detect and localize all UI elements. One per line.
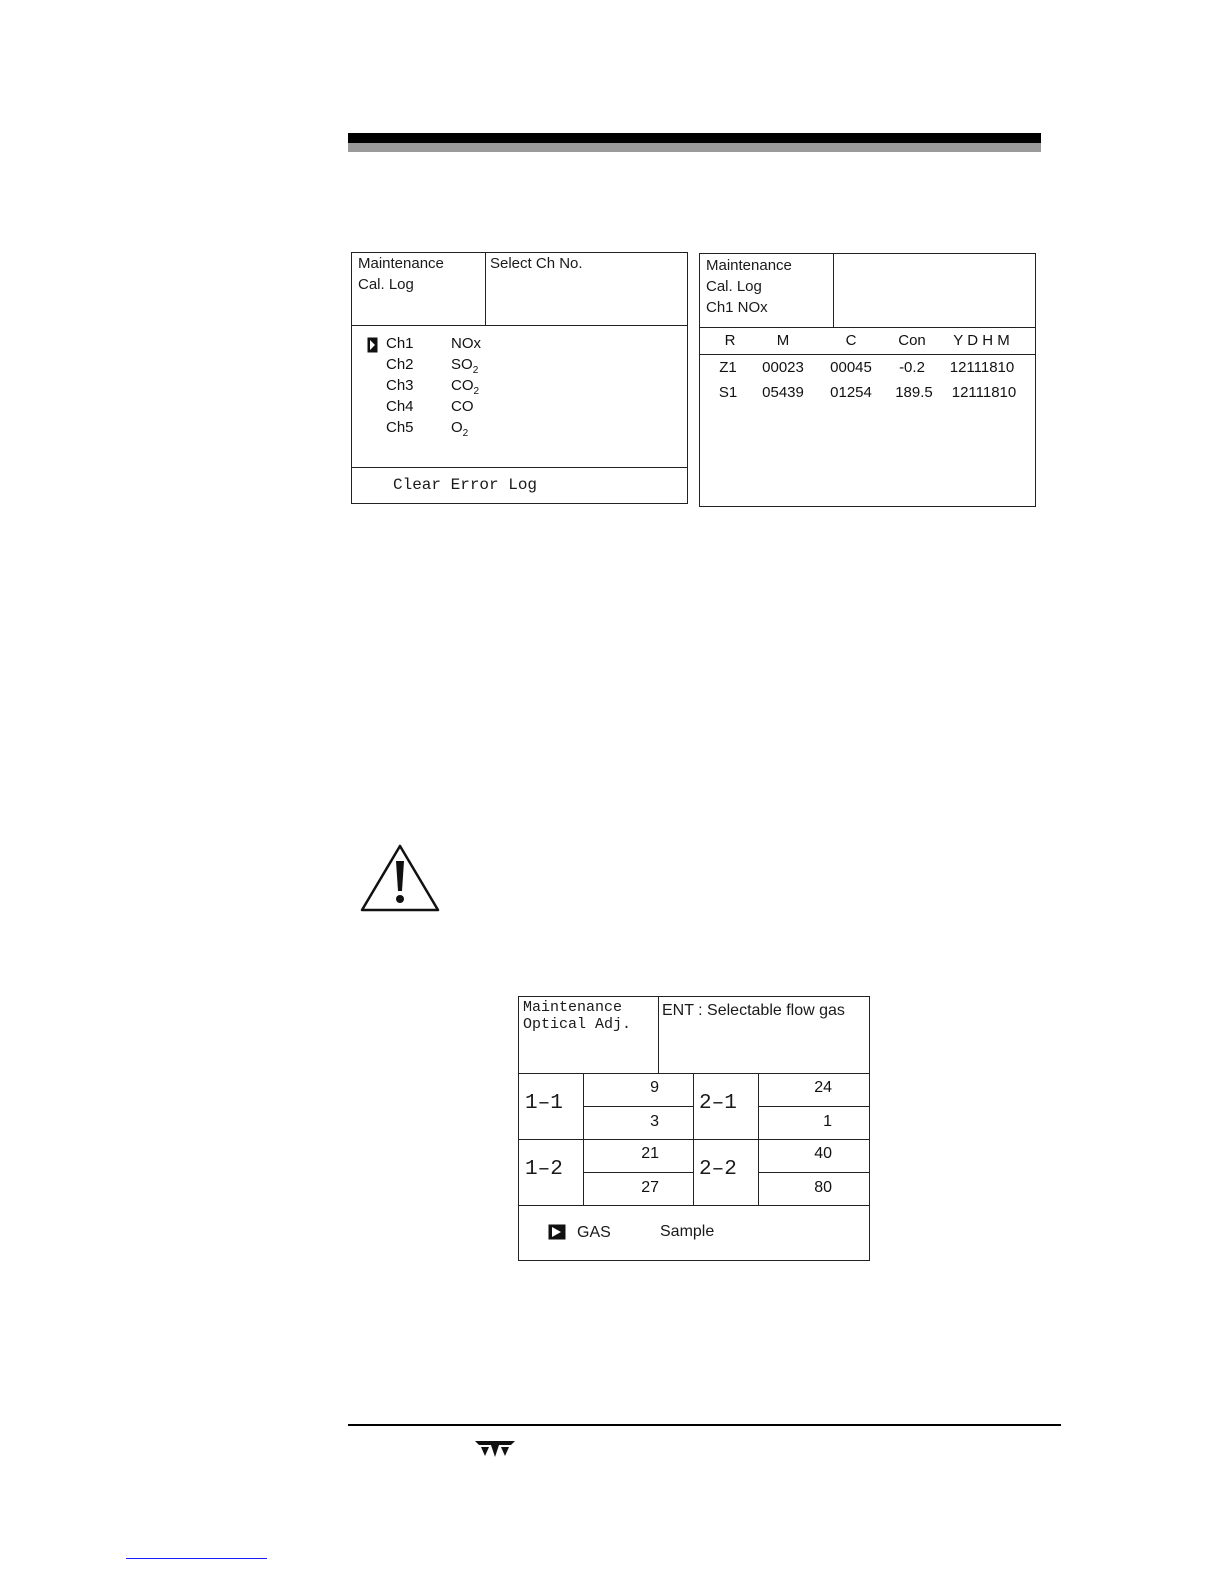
gas-label[interactable]: GAS — [577, 1224, 611, 1241]
channel-number: Ch5 — [386, 419, 414, 436]
screen-title-line-1: Maintenance — [706, 257, 792, 274]
screen-prompt: ENT : Selectable flow gas — [662, 1002, 845, 1019]
optical-group-label: 2‒1 — [699, 1092, 737, 1115]
grid-line — [758, 1106, 869, 1107]
screen-title-line-2: Cal. Log — [358, 276, 414, 293]
log-cell: -0.2 — [899, 359, 925, 376]
log-cell: 00023 — [762, 359, 804, 376]
gas-value: Sample — [660, 1223, 715, 1240]
footer-separator — [352, 467, 687, 468]
title-divider — [485, 253, 486, 325]
channel-row[interactable] — [386, 356, 479, 376]
optical-value-top: 9 — [650, 1079, 659, 1096]
column-header-separator — [700, 354, 1035, 355]
channel-gas: NOx — [451, 335, 481, 352]
channel-gas: $CO_2$ — [451, 377, 480, 397]
channel-row[interactable] — [386, 335, 481, 352]
footer-rule — [348, 1424, 1061, 1426]
log-header-row — [700, 332, 1035, 349]
screen-title-line-2: Cal. Log — [706, 278, 762, 295]
selection-pointer-icon — [367, 337, 378, 353]
teledyne-logo-icon — [473, 1439, 517, 1459]
log-cell: 189.5 — [895, 384, 933, 401]
screen-prompt: Select Ch No. — [490, 255, 583, 272]
optical-group-label: 1‒2 — [525, 1158, 563, 1181]
header-rule-shadow — [348, 143, 1041, 152]
log-cell: 01254 — [830, 384, 872, 401]
warning-triangle-icon — [359, 843, 441, 913]
channel-gas: $SO_2$ — [451, 356, 479, 376]
channel-number: Ch3 — [386, 377, 414, 394]
header-separator — [352, 325, 687, 326]
screen-title-line-2: Optical Adj. — [523, 1016, 632, 1033]
selection-pointer-icon — [548, 1224, 566, 1240]
log-cell: Z1 — [719, 359, 737, 376]
grid-line — [583, 1172, 693, 1173]
channel-gas: CO — [451, 398, 474, 415]
log-cell: S1 — [718, 384, 738, 401]
title-divider — [658, 997, 659, 1073]
optical-value-bottom: 1 — [823, 1113, 832, 1130]
channel-number: Ch4 — [386, 398, 414, 415]
log-cell: 12111810 — [951, 384, 1017, 401]
header-separator — [519, 1073, 869, 1074]
log-header: Y D H M — [953, 332, 1010, 349]
optical-value-bottom: 27 — [641, 1179, 659, 1196]
channel-row[interactable] — [386, 377, 480, 397]
grid-line — [519, 1139, 869, 1140]
header-rule — [348, 133, 1041, 143]
log-row — [700, 384, 1032, 401]
optical-value-top: 40 — [814, 1145, 832, 1162]
screen-title-line-1: Maintenance — [523, 999, 623, 1016]
header-separator — [700, 327, 1035, 328]
clear-error-log-option[interactable]: Clear Error Log — [393, 476, 538, 494]
optical-adjust-screen — [518, 996, 870, 1261]
log-row — [700, 359, 1032, 376]
channel-number: Ch1 — [386, 335, 414, 352]
optical-group-label: 2‒2 — [699, 1158, 737, 1181]
log-header: M — [776, 332, 790, 349]
optical-group-label: 1‒1 — [525, 1092, 563, 1115]
grid-line — [758, 1172, 869, 1173]
grid-line — [583, 1106, 693, 1107]
optical-value-top: 21 — [641, 1145, 659, 1162]
optical-value-bottom: 3 — [650, 1113, 659, 1130]
channel-row[interactable] — [386, 419, 469, 439]
log-cell: 00045 — [830, 359, 872, 376]
log-header: R — [724, 332, 736, 349]
log-cell: 12111810 — [949, 359, 1015, 376]
channel-row[interactable] — [386, 398, 474, 415]
optical-value-bottom: 80 — [814, 1179, 832, 1196]
optical-value-top: 24 — [814, 1079, 832, 1096]
log-header: Con — [898, 332, 926, 349]
footer-separator — [519, 1205, 869, 1206]
screen-title-line-3: Ch1 NOx — [706, 299, 768, 316]
cal-log-data-screen — [699, 253, 1036, 507]
log-cell: 05439 — [762, 384, 804, 401]
cal-log-channel-select-screen — [351, 252, 688, 504]
title-divider — [833, 254, 834, 327]
footer-link-underline — [126, 1558, 267, 1559]
channel-number: Ch2 — [386, 356, 414, 373]
log-header: C — [845, 332, 857, 349]
channel-gas: $O_2$ — [451, 419, 469, 439]
screen-title-line-1: Maintenance — [358, 255, 444, 272]
